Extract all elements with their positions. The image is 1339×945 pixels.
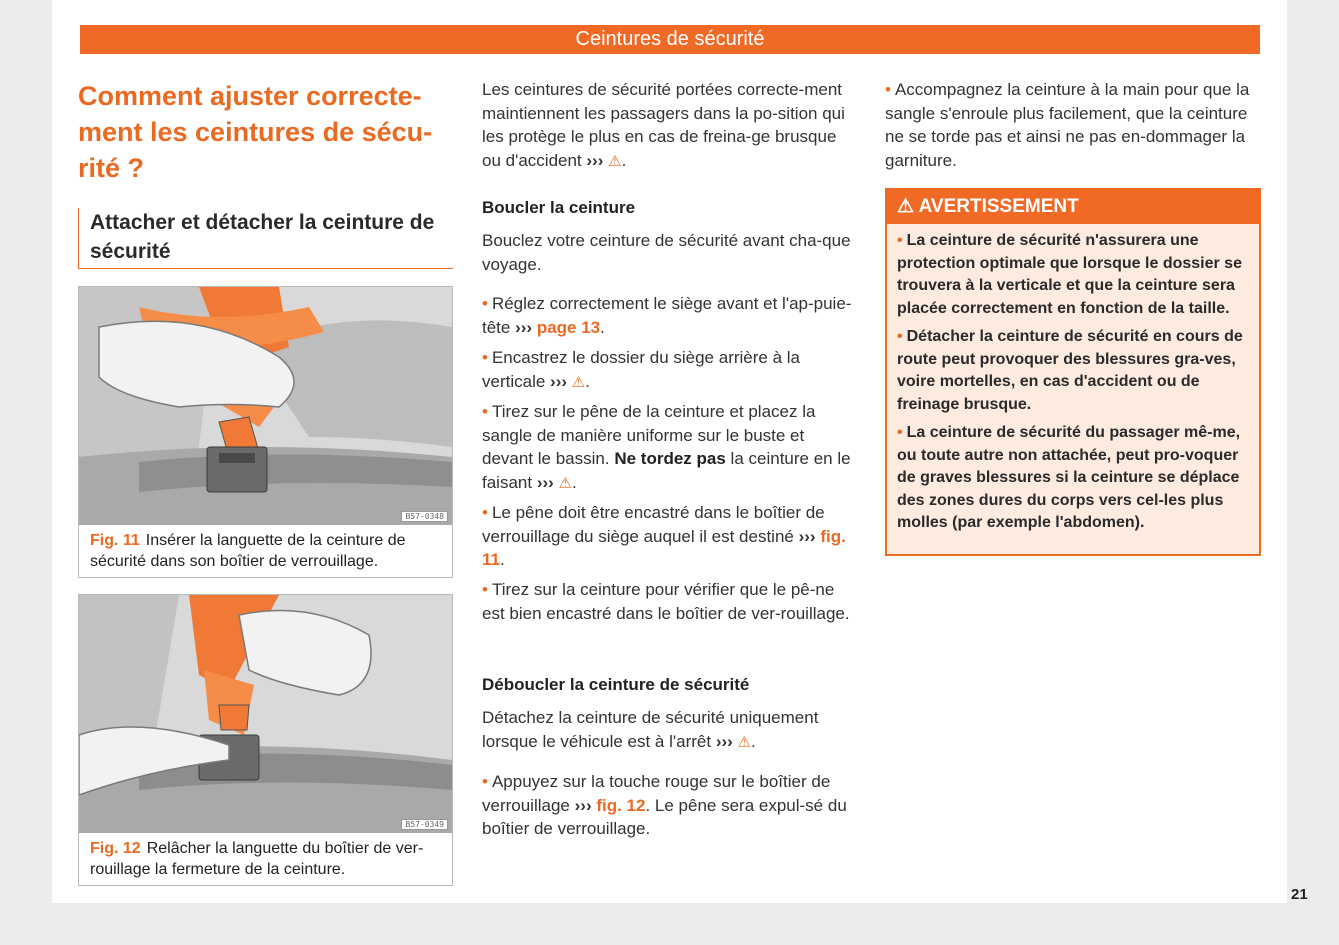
- deboucler-text: Détachez la ceinture de sécurité uniquement lorsque le véhicule est à l'arrêt: [482, 708, 819, 751]
- warning-item-text: La ceinture de sécurité n'assurera une protection optimale que lorsque le dossier se trouvera à la verticale et que la ceinture sera placée correctement en fonction de la taille.: [897, 232, 1242, 317]
- bullet-icon: •: [482, 294, 488, 313]
- warning-header: [887, 190, 1259, 224]
- page-number: 21: [1291, 886, 1308, 903]
- list-item: [885, 78, 1261, 172]
- figure-12-caption: [79, 833, 452, 884]
- intro-paragraph: Les ceintures de sécurité portées correcte-ment maintiennent les passagers dans la po-sition qui les protège le plus en cas de freina-ge brusque ou d'accident ››› ⚠.: [482, 80, 845, 170]
- page-13-link[interactable]: page 13: [536, 317, 601, 337]
- warning-triangle-icon: ⚠: [558, 474, 572, 492]
- buckle-release-illustration: [79, 595, 452, 833]
- arrows-icon: ›››: [586, 150, 604, 170]
- figure-number: Fig. 11: [90, 532, 140, 549]
- warning-item: [897, 326, 1249, 416]
- fig-12-link[interactable]: fig. 12: [596, 795, 646, 815]
- list-item-text: Tirez sur le pêne de la ceinture et placez la sangle de manière uniforme sur le buste et devant le bassin.: [482, 402, 816, 468]
- list-item: • Réglez correctement le siège avant et l'ap-puie-tête ››› page 13.: [482, 294, 852, 337]
- list-item-text: Tirez sur la ceinture pour vérifier que le pê-ne est bien encastré dans le boîtier de ver-rouillage.: [482, 580, 850, 623]
- warning-triangle-icon: ⚠: [608, 152, 622, 170]
- figure-11: [78, 286, 453, 578]
- bullet-icon: •: [897, 232, 903, 249]
- warning-title: AVERTISSEMENT: [918, 196, 1079, 217]
- figure-11-caption: [79, 525, 452, 576]
- intro-text: Les ceintures de sécurité portées correcte-ment maintiennent les passagers dans la po-sition qui les protège le plus en cas de freina-ge brusque ou d'accident: [482, 80, 845, 170]
- warning-triangle-icon: ⚠: [571, 373, 586, 391]
- figure-code: B57-0348: [401, 511, 448, 522]
- bullet-icon: •: [482, 772, 488, 791]
- bullet-icon: •: [897, 328, 903, 345]
- bullet-icon: •: [897, 424, 903, 441]
- list-item-text: Le pêne doit être encastré dans le boîtier de verrouillage du siège auquel il est destiné: [482, 503, 825, 546]
- figure-12-illustration: [79, 595, 452, 833]
- arrows-icon: ›››: [515, 317, 533, 337]
- warning-item: [897, 230, 1249, 320]
- heading-deboucler: Déboucler la ceinture de sécurité: [482, 675, 750, 694]
- bullet-icon: •: [885, 80, 891, 99]
- figure-caption-text: Relâcher la languette du boîtier de ver-rouillage la fermeture de la ceinture.: [90, 840, 424, 878]
- arrows-icon: ›››: [536, 472, 554, 492]
- section-title: Attacher et détacher la ceinture de sécurité: [78, 208, 453, 269]
- list-item-text: Réglez correctement le siège avant et l'ap-puie-tête: [482, 294, 852, 337]
- list-item: • Le pêne doit être encastré dans le boîtier de verrouillage du siège auquel il est destiné ››› fig. 11.: [482, 503, 846, 569]
- bullet-icon: •: [482, 402, 488, 421]
- bullet-icon: •: [482, 503, 488, 522]
- warning-item-text: Détacher la ceinture de sécurité en cours de route peut provoquer des blessures gra-ves, voire mortelles, en cas d'accident ou de freinage brusque.: [897, 328, 1243, 413]
- heading-boucler: Boucler la ceinture: [482, 198, 636, 217]
- list-item: [482, 770, 854, 841]
- warning-box: [885, 188, 1261, 556]
- figure-11-illustration: [79, 287, 452, 525]
- warning-triangle-icon: ⚠: [897, 196, 915, 217]
- list-item-text: . Le pêne sera expul-sé du boîtier de verrouillage.: [482, 795, 847, 838]
- arrows-icon: ›››: [574, 795, 592, 815]
- warning-triangle-icon: ⚠: [737, 733, 751, 751]
- arrows-icon: ›››: [550, 371, 568, 391]
- arrows-icon: ›››: [715, 731, 733, 751]
- figure-number: Fig. 12: [90, 840, 141, 857]
- figure-12: [78, 594, 453, 886]
- warning-item-text: La ceinture de sécurité du passager mê-me, ou toute autre non attachée, peut pro-voquer de graves blessures si la ceinture se déplace des zones dures du corps vers cel-les plus molles (par exemple l'abdomen).: [897, 424, 1241, 531]
- arrows-icon: ›››: [798, 526, 816, 546]
- section-header-title: Ceintures de sécurité: [575, 28, 765, 50]
- section-header: [80, 25, 1260, 54]
- main-title: Comment ajuster correcte-ment les ceintures de sécu-rité ?: [78, 81, 433, 183]
- figure-caption-text: Insérer la languette de la ceinture de sécurité dans son boîtier de verrouillage.: [90, 532, 406, 570]
- boucler-paragraph: Bouclez votre ceinture de sécurité avant cha-que voyage.: [482, 231, 851, 274]
- list-item-text: Accompagnez la ceinture à la main pour que la sangle s'enroule plus facilement, que la ceinture ne se torde pas et ainsi ne pas en-dommager la garniture.: [885, 80, 1250, 170]
- fig-11-link[interactable]: fig. 11: [482, 526, 846, 569]
- list-item: [482, 578, 854, 625]
- bullet-icon: •: [482, 348, 488, 367]
- list-item-text: la ceinture en le faisant: [482, 449, 851, 492]
- figure-code: B57-0349: [401, 819, 448, 830]
- deboucler-paragraph: Détachez la ceinture de sécurité uniquement lorsque le véhicule est à l'arrêt ››› ⚠.: [482, 708, 819, 751]
- emphasis-text: Ne tordez pas: [614, 449, 726, 468]
- list-item-text: Appuyez sur la touche rouge sur le boîtier de verrouillage: [482, 772, 831, 815]
- warning-item: [897, 422, 1249, 535]
- bullet-icon: •: [482, 580, 488, 599]
- list-item: • Tirez sur le pêne de la ceinture et placez la sangle de manière uniforme sur le buste et devant le bassin. Ne tordez pas la ceinture en le faisant ››› ⚠.: [482, 402, 851, 492]
- list-item-text: Encastrez le dossier du siège arrière à la verticale: [482, 348, 800, 391]
- warning-body: [887, 224, 1259, 535]
- buckle-insert-illustration: [79, 287, 452, 525]
- list-item: • Encastrez le dossier du siège arrière à la verticale ››› ⚠.: [482, 348, 800, 391]
